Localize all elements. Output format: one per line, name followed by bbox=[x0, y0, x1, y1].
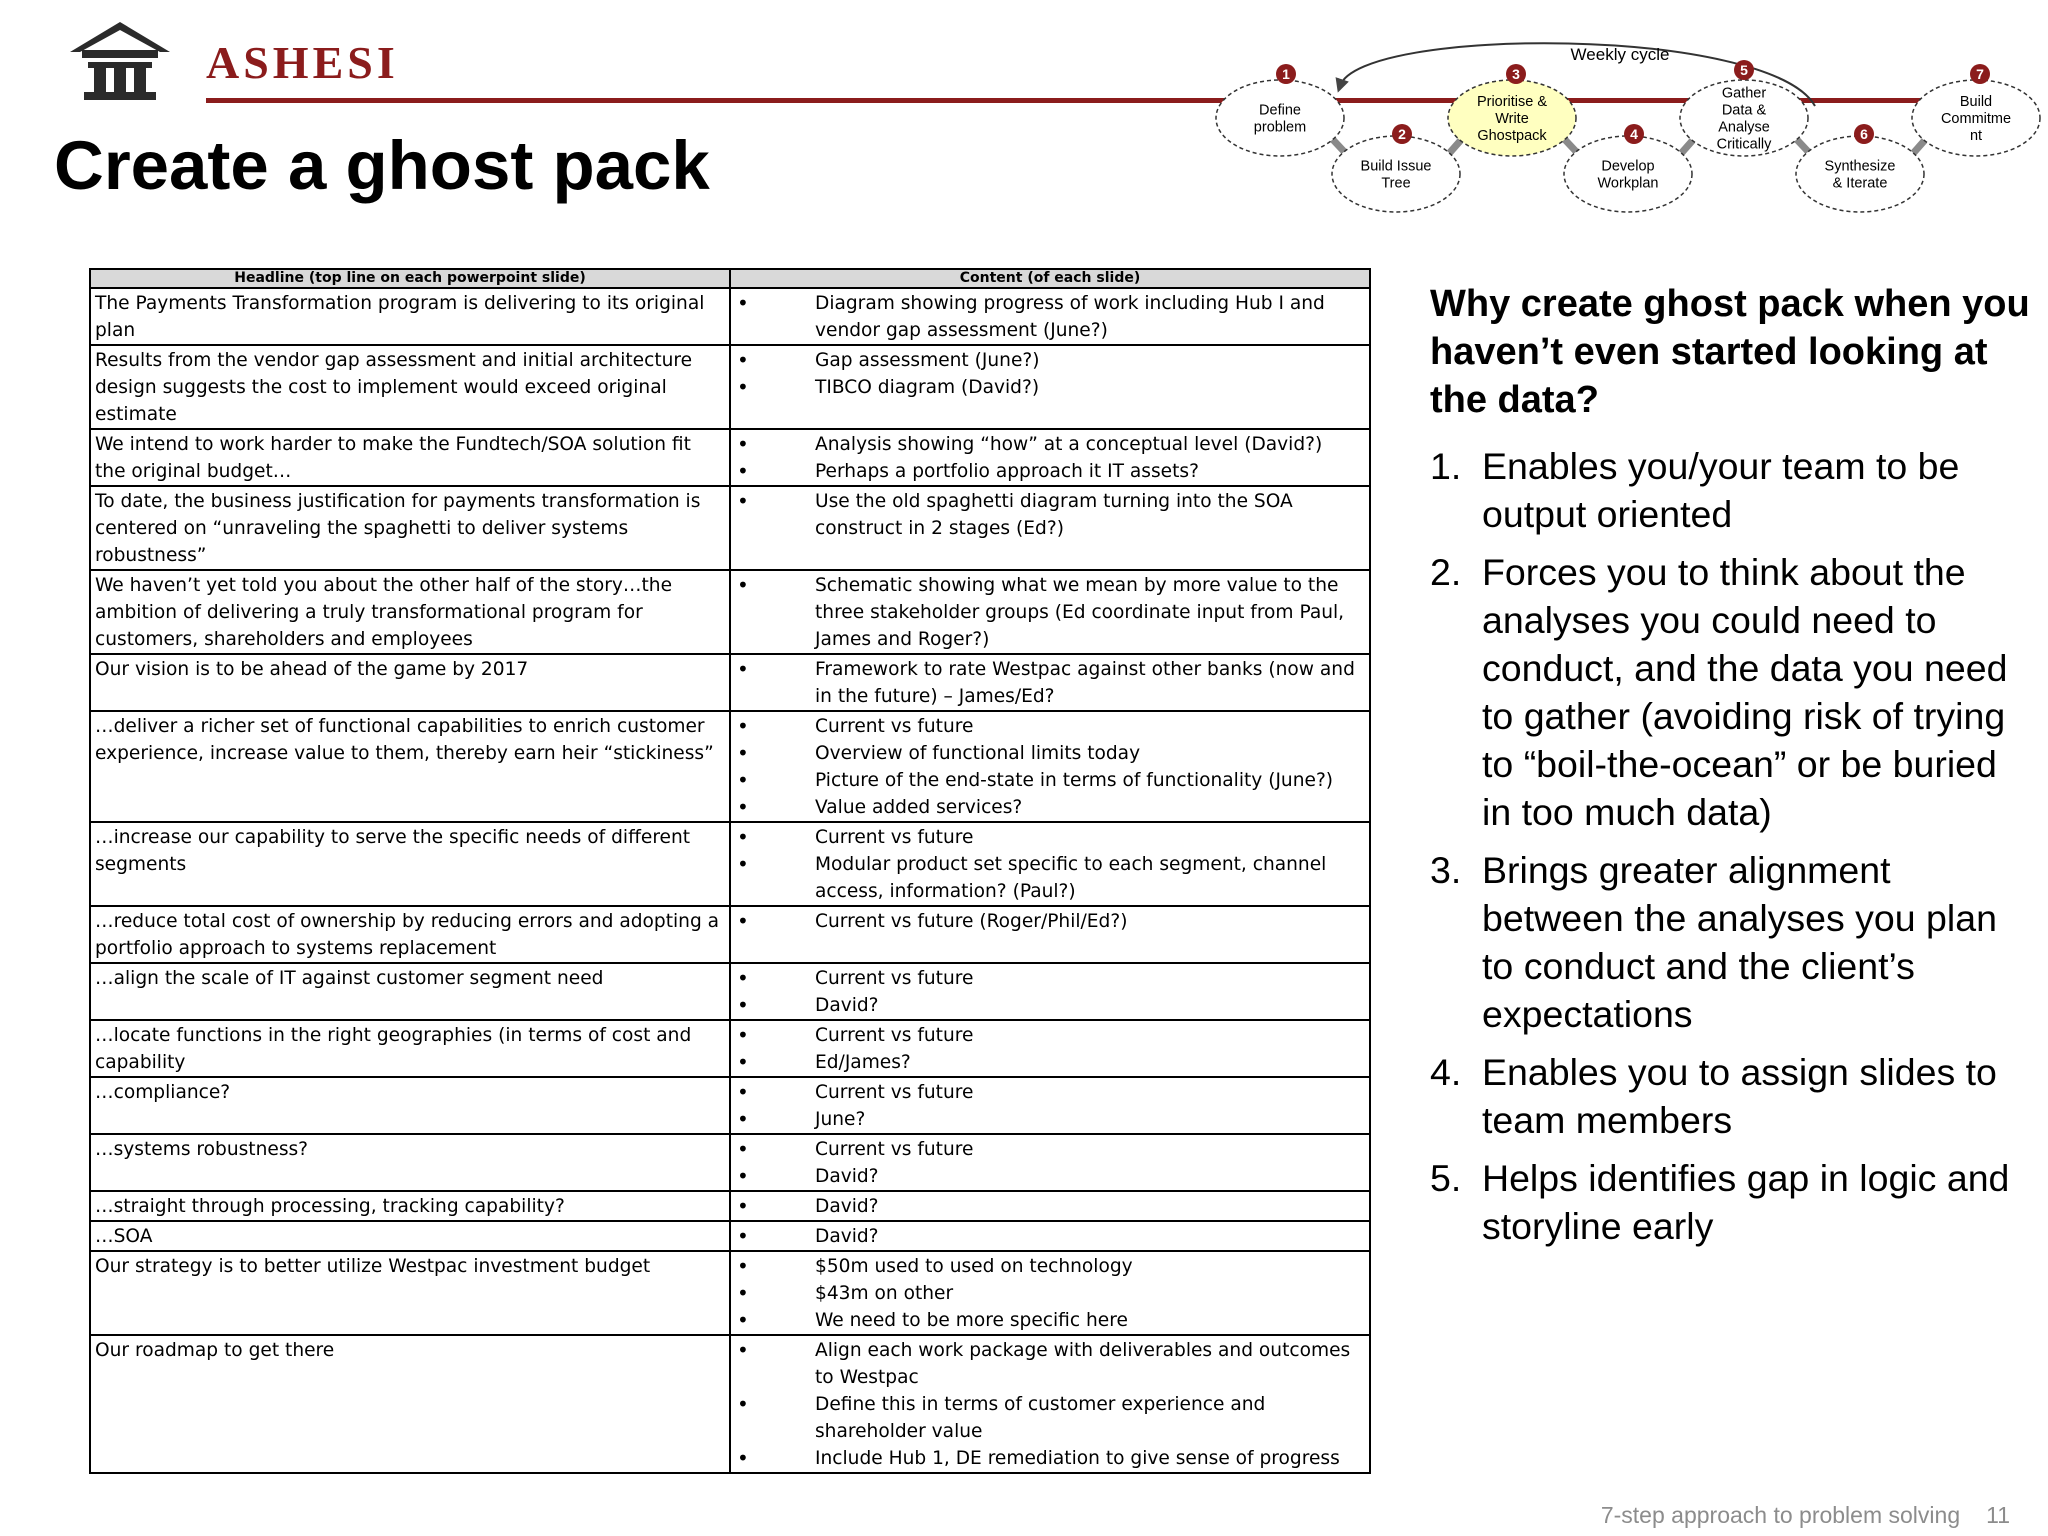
content-bullet-list bbox=[735, 1253, 1365, 1334]
content-cell bbox=[730, 1134, 1370, 1191]
content-bullet: • Include Hub 1, DE remediation to give sense of progress bbox=[735, 1445, 1365, 1472]
content-bullet: • David? bbox=[735, 1163, 1365, 1190]
content-bullet: • Modular product set specific to each segment, channel access, information? (Paul?) bbox=[735, 851, 1365, 905]
content-column-header: Content (of each slide) bbox=[730, 269, 1370, 288]
content-bullet: • $43m on other bbox=[735, 1280, 1365, 1307]
content-bullet: • Current vs future bbox=[735, 965, 1365, 992]
table-row bbox=[90, 1191, 1370, 1221]
process-step bbox=[1332, 124, 1460, 212]
step-number: 7 bbox=[1976, 66, 1984, 82]
table-row bbox=[90, 1221, 1370, 1251]
reason-item bbox=[1430, 1154, 2030, 1250]
process-step-label: nt bbox=[1969, 128, 1983, 144]
content-bullet: • David? bbox=[735, 1223, 1365, 1250]
reason-item bbox=[1430, 442, 2030, 538]
content-bullet: • Picture of the end-state in terms of functionality (June?) bbox=[735, 767, 1365, 794]
reason-text: Forces you to think about the analyses you could need to conduct, and the data you need to gather (avoiding risk of trying to “boil-the-ocean” or be buried in too much data) bbox=[1482, 551, 2008, 833]
ghost-pack-table bbox=[89, 268, 1371, 1474]
content-bullet: • Define this in terms of customer experience and shareholder value bbox=[735, 1391, 1365, 1445]
content-bullet-list bbox=[735, 572, 1365, 653]
process-step-label: & Iterate bbox=[1832, 175, 1888, 192]
headline-cell: Our vision is to be ahead of the game by 2017 bbox=[90, 654, 730, 711]
table-row bbox=[90, 711, 1370, 822]
process-step-label: Write bbox=[1495, 111, 1529, 127]
table-row bbox=[90, 570, 1370, 654]
table-row bbox=[90, 288, 1370, 345]
table-row bbox=[90, 1251, 1370, 1335]
content-bullet-list bbox=[735, 656, 1365, 710]
headline-cell: …locate functions in the right geographies (in terms of cost and capability bbox=[90, 1020, 730, 1077]
reason-item bbox=[1430, 846, 2030, 1038]
table-row bbox=[90, 963, 1370, 1020]
process-step-label: Gather bbox=[1721, 85, 1767, 102]
headline-cell: …systems robustness? bbox=[90, 1134, 730, 1191]
content-bullet: • Analysis showing “how” at a conceptual level (David?) bbox=[735, 431, 1365, 458]
headline-cell: We haven’t yet told you about the other half of the story…the ambition of delivering a truly transformational program for customers, shareholders and employees bbox=[90, 570, 730, 654]
process-step-label: Commitme bbox=[1940, 111, 2012, 127]
headline-cell: …compliance? bbox=[90, 1077, 730, 1134]
step-number: 4 bbox=[1630, 126, 1638, 142]
content-cell bbox=[730, 822, 1370, 906]
content-bullet: • Perhaps a portfolio approach it IT assets? bbox=[735, 458, 1365, 485]
content-bullet-list bbox=[735, 824, 1365, 905]
content-cell bbox=[730, 711, 1370, 822]
process-step-label: Prioritise & bbox=[1476, 94, 1548, 110]
process-step bbox=[1680, 60, 1808, 156]
why-ghost-pack-panel bbox=[1430, 280, 2030, 1260]
content-bullet-list bbox=[735, 488, 1365, 542]
content-cell bbox=[730, 1077, 1370, 1134]
reason-text: Brings greater alignment between the analyses you plan to conduct and the client’s expectations bbox=[1482, 849, 1997, 1035]
content-bullet: • David? bbox=[735, 992, 1365, 1019]
content-bullet: • Current vs future bbox=[735, 824, 1365, 851]
headline-cell: To date, the business justification for payments transformation is centered on “unraveling the spaghetti to deliver systems robustness” bbox=[90, 486, 730, 570]
content-bullet-list bbox=[735, 713, 1365, 821]
process-step bbox=[1796, 124, 1924, 212]
content-bullet: • Value added services? bbox=[735, 794, 1365, 821]
content-bullet: • Current vs future bbox=[735, 1136, 1365, 1163]
headline-cell: …deliver a richer set of functional capabilities to enrich customer experience, increase value to them, thereby earn heir “stickiness” bbox=[90, 711, 730, 822]
process-step-label: Workplan bbox=[1597, 175, 1659, 192]
content-bullet: • We need to be more specific here bbox=[735, 1307, 1365, 1334]
content-cell bbox=[730, 906, 1370, 963]
content-bullet: • June? bbox=[735, 1106, 1365, 1133]
content-bullet-list bbox=[735, 1193, 1365, 1220]
process-step-label: Analyse bbox=[1718, 119, 1770, 136]
page-title: Create a ghost pack bbox=[54, 127, 710, 204]
page-number: 11 bbox=[1986, 1502, 2010, 1528]
logo-text: ASHESI bbox=[206, 37, 399, 88]
content-bullet: • $50m used to used on technology bbox=[735, 1253, 1365, 1280]
step-number: 3 bbox=[1512, 66, 1520, 82]
process-step bbox=[1912, 64, 2040, 156]
table-row bbox=[90, 906, 1370, 963]
content-cell bbox=[730, 963, 1370, 1020]
reason-text: Enables you/your team to be output oriented bbox=[1482, 445, 1960, 535]
headline-cell: Results from the vendor gap assessment and initial architecture design suggests the cost to implement would exceed original estimate bbox=[90, 345, 730, 429]
content-bullet: • TIBCO diagram (David?) bbox=[735, 374, 1365, 401]
content-bullet: • Current vs future bbox=[735, 1022, 1365, 1049]
content-bullet-list bbox=[735, 290, 1365, 344]
content-cell bbox=[730, 1020, 1370, 1077]
table-row bbox=[90, 1335, 1370, 1473]
content-bullet: • Align each work package with deliverables and outcomes to Westpac bbox=[735, 1337, 1365, 1391]
process-step-label: Data & bbox=[1721, 102, 1767, 119]
table-row bbox=[90, 486, 1370, 570]
process-step-label: Ghostpack bbox=[1477, 128, 1547, 144]
step-number: 2 bbox=[1398, 126, 1406, 142]
process-step bbox=[1216, 64, 1344, 156]
table-header-row bbox=[90, 269, 1370, 288]
institution-logo-icon bbox=[68, 18, 172, 102]
headline-cell: …align the scale of IT against customer segment need bbox=[90, 963, 730, 1020]
why-question-heading: Why create ghost pack when you haven’t even started looking at the data? bbox=[1430, 283, 2030, 421]
process-step-label: Build bbox=[1959, 94, 1993, 110]
headline-cell: Our roadmap to get there bbox=[90, 1335, 730, 1473]
headline-cell: The Payments Transformation program is delivering to its original plan bbox=[90, 288, 730, 345]
content-cell bbox=[730, 1251, 1370, 1335]
content-bullet: • Ed/James? bbox=[735, 1049, 1365, 1076]
content-bullet-list bbox=[735, 347, 1365, 401]
table-row bbox=[90, 822, 1370, 906]
content-bullet: • Gap assessment (June?) bbox=[735, 347, 1365, 374]
content-cell bbox=[730, 654, 1370, 711]
content-bullet: • Current vs future bbox=[735, 1079, 1365, 1106]
reasons-list bbox=[1430, 442, 2030, 1250]
content-cell bbox=[730, 429, 1370, 486]
reason-number: 4. bbox=[1430, 1051, 1462, 1093]
content-cell bbox=[730, 1335, 1370, 1473]
reason-text: Helps identifies gap in logic and storyline early bbox=[1482, 1157, 2010, 1247]
step-number: 6 bbox=[1860, 126, 1868, 142]
headline-cell: …straight through processing, tracking capability? bbox=[90, 1191, 730, 1221]
footer bbox=[1601, 1504, 2010, 1527]
content-bullet-list bbox=[735, 965, 1365, 1019]
reason-number: 5. bbox=[1430, 1157, 1462, 1199]
content-bullet-list bbox=[735, 1079, 1365, 1133]
headline-cell: …increase our capability to serve the specific needs of different segments bbox=[90, 822, 730, 906]
content-cell bbox=[730, 1221, 1370, 1251]
reason-item bbox=[1430, 1048, 2030, 1144]
content-cell bbox=[730, 345, 1370, 429]
content-bullet: • David? bbox=[735, 1193, 1365, 1220]
process-step-label: Critically bbox=[1716, 136, 1772, 153]
content-bullet-list bbox=[735, 1136, 1365, 1190]
headline-cell: …reduce total cost of ownership by reducing errors and adopting a portfolio approach to systems replacement bbox=[90, 906, 730, 963]
content-cell bbox=[730, 1191, 1370, 1221]
content-bullet-list bbox=[735, 431, 1365, 485]
content-bullet: • Use the old spaghetti diagram turning into the SOA construct in 2 stages (Ed?) bbox=[735, 488, 1365, 542]
table-row bbox=[90, 345, 1370, 429]
table-row bbox=[90, 429, 1370, 486]
process-step-label: Synthesize bbox=[1824, 158, 1896, 175]
table-row bbox=[90, 654, 1370, 711]
content-cell bbox=[730, 288, 1370, 345]
step-number: 5 bbox=[1740, 62, 1748, 78]
ghost-pack-table-container bbox=[89, 268, 1369, 1474]
reason-number: 3. bbox=[1430, 849, 1462, 891]
step-number: 1 bbox=[1282, 66, 1290, 82]
headline-cell: We intend to work harder to make the Fundtech/SOA solution fit the original budget… bbox=[90, 429, 730, 486]
table-row bbox=[90, 1077, 1370, 1134]
headline-cell: Our strategy is to better utilize Westpac investment budget bbox=[90, 1251, 730, 1335]
process-step-label: Build Issue bbox=[1360, 158, 1432, 175]
seven-step-process-diagram bbox=[1210, 36, 2042, 216]
reason-number: 2. bbox=[1430, 551, 1462, 593]
reason-item bbox=[1430, 548, 2030, 836]
content-cell bbox=[730, 486, 1370, 570]
process-step-label: Define bbox=[1259, 102, 1301, 119]
headline-column-header: Headline (top line on each powerpoint slide) bbox=[90, 269, 730, 288]
content-bullet: • Current vs future bbox=[735, 713, 1365, 740]
content-cell bbox=[730, 570, 1370, 654]
process-step bbox=[1448, 64, 1576, 156]
content-bullet-list bbox=[735, 1223, 1365, 1250]
content-bullet: • Diagram showing progress of work including Hub I and vendor gap assessment (June?) bbox=[735, 290, 1365, 344]
content-bullet: • Current vs future (Roger/Phil/Ed?) bbox=[735, 908, 1365, 935]
process-step-label: Develop bbox=[1601, 158, 1655, 175]
footer-caption: 7-step approach to problem solving bbox=[1600, 1502, 1961, 1528]
content-bullet-list bbox=[735, 1337, 1365, 1472]
reason-text: Enables you to assign slides to team members bbox=[1482, 1051, 1997, 1141]
content-bullet: • Overview of functional limits today bbox=[735, 740, 1365, 767]
table-row bbox=[90, 1020, 1370, 1077]
process-step-label: Tree bbox=[1381, 175, 1411, 192]
reason-number: 1. bbox=[1430, 445, 1462, 487]
content-bullet: • Schematic showing what we mean by more value to the three stakeholder groups (Ed coordinate input from Paul, James and Roger?) bbox=[735, 572, 1365, 653]
headline-cell: …SOA bbox=[90, 1221, 730, 1251]
weekly-cycle-label: Weekly cycle bbox=[1570, 45, 1670, 64]
process-step-label: problem bbox=[1253, 119, 1307, 136]
content-bullet-list bbox=[735, 1022, 1365, 1076]
table-row bbox=[90, 1134, 1370, 1191]
process-step bbox=[1564, 124, 1692, 212]
content-bullet: • Framework to rate Westpac against other banks (now and in the future) – James/Ed? bbox=[735, 656, 1365, 710]
content-bullet-list bbox=[735, 908, 1365, 935]
